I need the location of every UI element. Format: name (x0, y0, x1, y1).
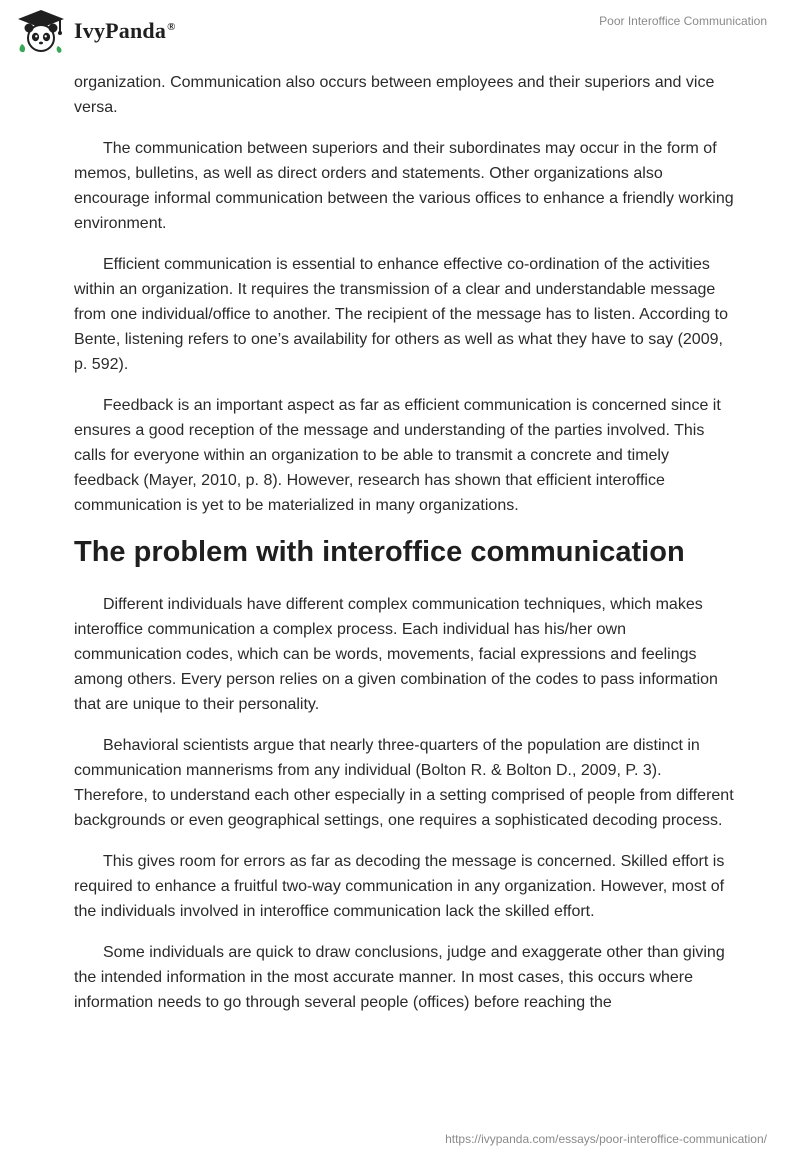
document-title: Poor Interoffice Communication (599, 14, 767, 28)
brand-name: IvyPanda® (74, 18, 176, 43)
page-header (0, 0, 800, 72)
brand-logo[interactable] (14, 8, 176, 54)
article-body (74, 70, 734, 1031)
panda-graduation-cap-icon (14, 8, 68, 54)
paragraph-3: Efficient communication is essential to enhance effective co-ordination of the activities within an organization. It requires the transmission of a clear and understandable message from one individual/office to another. The recipient of the message has to listen. According to Bente, listening refers to one’s availability for others as well as what they have to say (2009, p. 592). (74, 256, 729, 373)
paragraph-2: The communication between superiors and their subordinates may occur in the form of memos, bulletins, as well as direct orders and statements. Other organizations also encourage informal communication between the various offices to enhance a friendly working environment. (74, 140, 734, 232)
section-heading: The problem with interoffice communication (74, 536, 685, 568)
source-url-link[interactable]: https://ivypanda.com/essays/poor-interoffice-communication/ (445, 1132, 767, 1146)
paragraph-8: Some individuals are quick to draw conclusions, judge and exaggerate other than giving the intended information in the most accurate manner. In most cases, this occurs where information needs to go through several people (offices) before reaching the (74, 944, 725, 1011)
paragraph-5: Different individuals have different complex communication techniques, which makes interoffice communication a complex process. Each individual has his/her own communication codes, which can be words, movements, facial expressions and feelings among others. Every person relies on a given combination of the codes to pass information that are unique to their personality. (74, 596, 718, 713)
paragraph-7: This gives room for errors as far as decoding the message is concerned. Skilled effort is required to enhance a fruitful two-way communication in any organization. However, most of the individuals involved in interoffice communication lack the skilled effort. (74, 853, 725, 920)
paragraph-4: Feedback is an important aspect as far as efficient communication is concerned since it ensures a good reception of the message and understanding of the parties involved. This calls for everyone within an organization to be able to transmit a concrete and timely feedback (Mayer, 2010, p. 8). However, research has shown that efficient interoffice communication is yet to be materialized in many organizations. (74, 397, 721, 514)
registered-mark: ® (167, 20, 176, 33)
paragraph-1: organization. Communication also occurs between employees and their superiors and vice versa. (74, 74, 715, 116)
paragraph-6: Behavioral scientists argue that nearly three-quarters of the population are distinct in communication mannerisms from any individual (Bolton R. & Bolton D., 2009, P. 3). Therefore, to understand each other especially in a setting comprised of people from different backgrounds or even geographical settings, one requires a sophisticated decoding process. (74, 737, 734, 829)
